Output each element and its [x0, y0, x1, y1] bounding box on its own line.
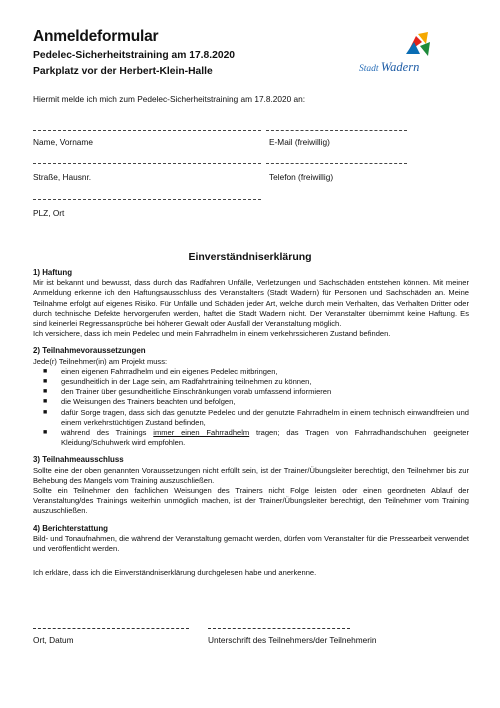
city-line[interactable]	[33, 199, 261, 200]
place-date-line[interactable]	[33, 628, 189, 629]
consent-title: Einverständniserklärung	[188, 251, 312, 263]
phone-label: Telefon (freiwillig)	[269, 172, 334, 182]
bullet-icon: ■	[43, 378, 48, 386]
signature-label: Unterschrift des Teilnehmers/der Teilnehmerin	[208, 635, 377, 645]
requirements-list	[33, 367, 469, 449]
name-label: Name, Vorname	[33, 137, 93, 147]
section-exclusion-text-1: Sollte eine der oben genannten Voraussetzungen nicht erfüllt sein, ist der Trainer/Übungsleiter berechtigt, den Teilnehmer bis zur Behebung des Mangels vom Training auszuschließen.	[33, 465, 469, 485]
event-title: Pedelec-Sicherheitstraining am 17.8.2020	[33, 50, 236, 61]
section-requirements-intro: Jede(r) Teilnehmer(in) am Projekt muss:	[33, 356, 168, 366]
street-label: Straße, Hausnr.	[33, 172, 92, 182]
list-item: ■ gesundheitlich in der Lage sein, am Radfahrtraining teilnehmen zu können,	[43, 377, 312, 387]
section-exclusion-title: 3) Teilnahmeausschluss	[33, 455, 124, 465]
bullet-icon: ■	[43, 429, 48, 437]
section-liability-title: 1) Haftung	[33, 268, 73, 277]
logo-text-big: Wadern	[380, 60, 420, 74]
email-label: E-Mail (freiwillig)	[269, 137, 330, 147]
bullet-icon: ■	[43, 367, 48, 375]
section-exclusion-text-2: Sollte ein Teilnehmer den fachlichen Weisungen des Trainers nicht Folge leisten oder einen geordneten Ablauf der Veranstaltung/des Trainings weiterhin unmöglich machen, ist der Trainer/Übungsleiter berechtigt, den Teilnehmer vom Training auszuschließen.	[33, 486, 469, 516]
email-line[interactable]	[266, 130, 407, 131]
list-item: ■ dafür Sorge tragen, dass sich das genutzte Pedelec und der genutzte Fahrradhelm in einem technisch einwandfreien und einem verkehrstüchtigen Zustand befinden,	[43, 407, 469, 427]
list-item: ■ während des Trainings immer einen Fahrradhelm tragen; das Tragen von Fahrradhandschuhen geeigneter Kleidung/Schuhwerk wird empfohlen.	[43, 428, 470, 448]
section-reporting-text: Bild- und Tonaufnahmen, die während der Veranstaltung gemacht werden, dürfen vom Veranstalter für die Pressearbeit verwendet und veröffentlicht werden.	[33, 533, 469, 554]
list-item: ■ den Trainer über gesundheitliche Einschränkungen vorab umfassend informieren	[43, 387, 332, 397]
list-item: ■ einen eigenen Fahrradhelm und ein eigenes Pedelec mitbringen,	[43, 366, 278, 376]
place-date-label: Ort, Datum	[33, 635, 74, 645]
street-line[interactable]	[33, 163, 261, 164]
form-title: Anmeldeformular	[33, 28, 159, 45]
bullet-icon: ■	[43, 408, 48, 416]
event-location: Parkplatz vor der Herbert-Klein-Halle	[33, 66, 213, 77]
list-item: ■ die Weisungen des Trainers beachten und befolgen,	[43, 397, 236, 407]
name-line[interactable]	[33, 130, 261, 131]
phone-line[interactable]	[266, 163, 407, 164]
bullet-icon: ■	[43, 398, 48, 406]
logo-wordmark	[359, 60, 419, 75]
closing-statement: Ich erkläre, dass ich die Einverständniserklärung durchgelesen habe und anerkenne.	[33, 568, 317, 578]
section-liability-assurance: Ich versichere, dass ich mein Pedelec und mein Fahrradhelm in einem verkehrssicheren Zustand befinden.	[33, 329, 391, 339]
helmet-emphasis: immer einen Fahrradhelm	[153, 428, 250, 438]
bullet-icon: ■	[43, 388, 48, 396]
section-requirements-title: 2) Teilnahmevoraussetzungen	[33, 346, 146, 356]
signature-line[interactable]	[208, 628, 350, 629]
city-label: PLZ, Ort	[33, 208, 65, 218]
section-liability-text: Mir ist bekannt und bewusst, dass durch das Radfahren Unfälle, Verletzungen und Sachschäden entstehen können. Mit meiner Anmeldung erkenne ich den Haftungsausschluss des Veranstalters (Stadt Wadern) für Personen und Sachschäden an. Meine Teilnahme erfolgt auf eigenes Risiko. Für Unfälle und Schäden jeder Art, welche durch mein Verhalten, das Verhalten Dritter oder durch technische Defekte hervorgerufen werden, haftet die Stadt Wadern nicht. Der Veranstalter übernimmt keine Haftung. Es sind keinerlei Regressansprüche bei höherer Gewalt oder Ausfall der Veranstaltung möglich.	[33, 278, 469, 329]
intro-text: Hiermit melde ich mich zum Pedelec-Sicherheitstraining am 17.8.2020 an:	[33, 94, 306, 104]
consent-body	[33, 268, 469, 578]
section-reporting-title: 4) Berichterstattung	[33, 523, 108, 533]
logo-text-small: Stadt	[359, 64, 379, 74]
